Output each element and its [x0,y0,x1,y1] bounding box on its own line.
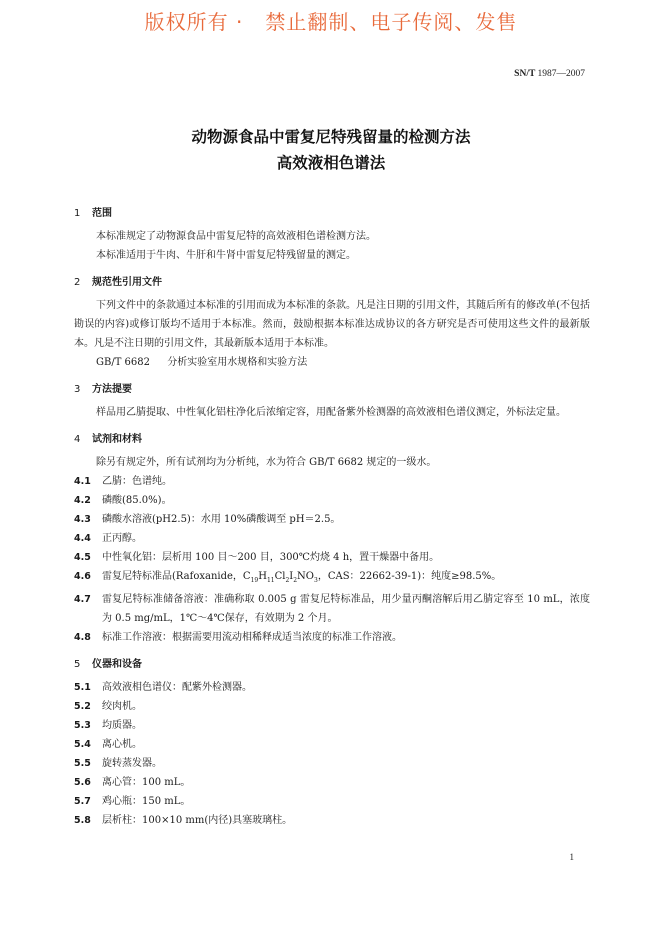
paragraph: 样品用乙腈提取、中性氧化铝柱净化后浓缩定容，用配备紫外检测器的高效液相色谱仪测定，外标法定量。 [96,407,566,418]
paragraph: 本标准规定了动物源食品中雷复尼特的高效液相色谱检测方法。 [96,231,376,242]
subscript: 2 [293,577,298,584]
item-text: 磷酸水溶液(pH2.5)：水用 10%磷酸调至 pH＝2.5。 [102,514,341,525]
item-text: 层析柱：100×10 mm(内径)具塞玻璃柱。 [102,815,293,826]
item-text: 乙腈：色谱纯。 [102,476,172,487]
section-title: 试剂和材料 [92,434,142,445]
list-item [74,716,590,735]
item-text-part: Cl [274,571,286,582]
subscript: 3 [314,577,318,584]
item-number: 4.2 [74,495,91,506]
list-item [74,792,590,811]
item-text: 绞肉机。 [102,701,142,712]
list-item [74,773,590,792]
item-number: 4.8 [74,632,91,643]
reference-title: 分析实验室用水规格和实验方法 [167,357,308,368]
item-text: 标准工作溶液：根据需要用流动相稀释成适当浓度的标准工作溶液。 [102,632,402,643]
section-heading [74,273,590,292]
standard-year: 1987—2007 [537,69,585,79]
item-text-part: I [289,571,294,582]
paragraph: 本标准适用于牛肉、牛肝和牛肾中雷复尼特残留量的测定。 [96,250,356,261]
item-text: 离心管：100 mL。 [102,777,191,788]
item-text: 高效液相色谱仪：配紫外检测器。 [102,682,252,693]
standard-code: SN/T [514,69,536,79]
list-item [74,628,590,647]
item-number: 5.7 [74,796,91,807]
list-item [74,472,590,491]
document-body [74,204,590,830]
section-heading [74,380,590,399]
list-item [74,697,590,716]
section-title: 规范性引用文件 [92,277,162,288]
title-line-1: 动物源食品中雷复尼特残留量的检测方法 [191,128,471,146]
section-heading [74,655,590,674]
item-text-part: ，CAS：22662-39-1)：纯度≥98.5%。 [317,571,502,582]
item-text-part: NO [297,571,314,582]
item-text: 正丙醇。 [102,533,142,544]
section-title: 方法提要 [92,384,132,395]
list-item [74,491,590,510]
section-number: 1 [74,208,81,219]
item-number: 4.3 [74,514,91,525]
item-number: 5.3 [74,720,91,731]
title-line-2: 高效液相色谱法 [276,154,386,172]
item-number: 5.4 [74,739,91,750]
item-text-part: 雷复尼特标准品(Rafoxanide，C [102,571,251,582]
section-title: 仪器和设备 [92,659,142,670]
section-heading [74,204,590,223]
item-text: 离心机。 [102,739,142,750]
list-item [74,529,590,548]
subscript: 11 [266,577,275,584]
item-text: 旋转蒸发器。 [102,758,162,769]
subscript: 19 [250,577,259,584]
page-number: 1 [569,852,574,862]
item-number: 4.1 [74,476,91,487]
item-number: 5.2 [74,701,91,712]
item-text: 鸡心瓶：150 mL。 [102,796,191,807]
subscript: 2 [285,577,290,584]
copyright-watermark: 版权所有 · 禁止翻制、电子传阅、发售 [144,10,518,34]
item-number: 5.6 [74,777,91,788]
item-number: 5.1 [74,682,91,693]
list-item [74,590,590,628]
item-text: 磷酸(85.0%)。 [102,495,172,506]
document-title [0,124,662,176]
item-number: 4.4 [74,533,91,544]
item-number: 5.5 [74,758,91,769]
section-number: 5 [74,659,81,670]
item-number: 4.6 [74,571,91,582]
normative-reference [74,353,590,372]
list-item [74,678,590,697]
item-text-part: H [258,571,267,582]
section-number: 3 [74,384,81,395]
standard-number [514,69,585,79]
item-text: 雷复尼特标准储备溶液：准确称取 0.005 g 雷复尼特标准品，用少量丙酮溶解后用乙腈定容至 10 mL，浓度为 0.5 mg/mL，1℃～4℃保存，有效期为 2 个月。 [102,594,590,624]
section-title: 范围 [92,208,112,219]
item-number: 4.5 [74,552,91,563]
list-item [74,754,590,773]
list-item [74,811,590,830]
section-number: 2 [74,277,81,288]
section-number: 4 [74,434,81,445]
list-item [74,510,590,529]
item-number: 4.7 [74,594,91,605]
list-item [74,567,590,590]
item-number: 5.8 [74,815,91,826]
list-item [74,548,590,567]
paragraph: 除另有规定外，所有试剂均为分析纯，水为符合 GB/T 6682 规定的一级水。 [96,457,437,468]
item-text: 中性氧化铝：层析用 100 目～200 目，300℃灼烧 4 h，置干燥器中备用。 [102,552,440,563]
item-text: 均质器。 [102,720,142,731]
section-heading [74,430,590,449]
reference-code: GB/T 6682 [96,357,151,368]
list-item [74,735,590,754]
item-text [102,567,590,590]
paragraph: 下列文件中的条款通过本标准的引用而成为本标准的条款。凡是注日期的引用文件，其随后所有的修改单(不包括勘误的内容)或修订版均不适用于本标准。然而，鼓励根据本标准达成协议的各方研究是否可使用这些文件的最新版本。凡是不注日期的引用文件，其最新版本适用于本标准。 [74,300,590,349]
